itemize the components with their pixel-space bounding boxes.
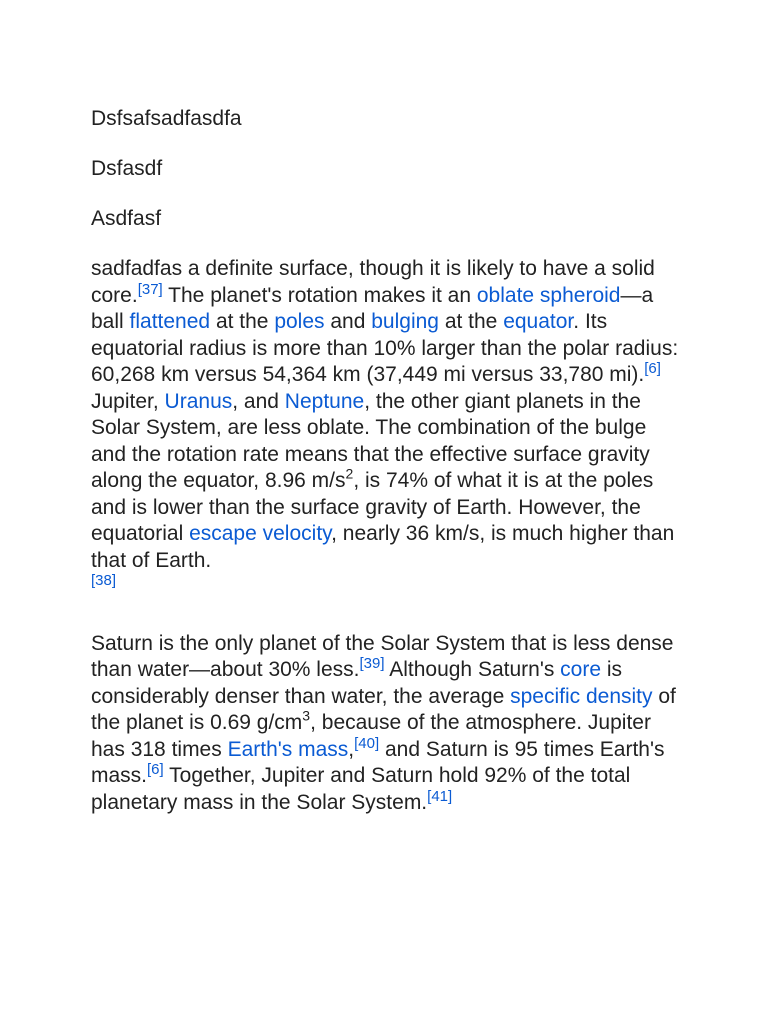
text-run: sadfadfas a definite surface, though it is likely to have a solid core. xyxy=(91,257,655,307)
document-body xyxy=(91,106,683,816)
link-poles[interactable]: poles xyxy=(274,310,325,333)
text-line-1: Dsfsafsadfasdfa xyxy=(91,107,242,130)
text-run: . Its equatorial radius is more than 10% larger than the polar radius: 60,268 km versus 54,364 km (37,449 mi versus 33,780 mi). xyxy=(91,310,679,386)
text-run: , because of the atmosphere. Jupiter has 318 times xyxy=(91,711,651,761)
superscript-squared: 2 xyxy=(345,465,354,482)
link-core[interactable]: core xyxy=(560,658,602,681)
citation-40-link[interactable]: [40] xyxy=(354,734,380,752)
text-run: , the other giant planets in the Solar System, are less oblate. The combination of the bulge and the rotation rate means that the effective surface gravity along the equator, 8.96 m/s xyxy=(91,389,650,492)
text-run: , and xyxy=(232,389,285,413)
link-escape-velocity[interactable]: escape velocity xyxy=(189,522,332,545)
text-run: at the xyxy=(438,310,504,333)
citation-37-link[interactable]: [37] xyxy=(137,280,163,298)
text-run: at the xyxy=(210,310,275,333)
link-uranus[interactable]: Uranus xyxy=(164,389,233,413)
link-flattened[interactable]: flattened xyxy=(129,310,211,333)
text-run: , is 74% of what it is at the poles and is lower than the surface gravity of Earth. However, the equatorial xyxy=(91,469,654,545)
link-equator[interactable]: equator xyxy=(503,310,574,333)
text-run: The planet's rotation makes it an xyxy=(162,283,477,307)
citation-38-link[interactable]: [38] xyxy=(91,571,117,589)
text-run: is considerably denser than water, the average xyxy=(91,658,623,708)
citation-41[interactable] xyxy=(427,787,452,804)
text-run: and Saturn is 95 times Earth's mass. xyxy=(91,737,665,787)
text-run: Although Saturn's xyxy=(384,658,561,681)
citation-40[interactable] xyxy=(354,734,379,751)
superscript-cubed: 3 xyxy=(302,707,311,724)
link-specific-density[interactable]: specific density xyxy=(510,684,653,708)
text-line-3: Asdfasf xyxy=(91,207,162,230)
text-run: —a ball xyxy=(91,283,654,333)
text-run: of the planet is 0.69 g/cm xyxy=(91,684,676,734)
link-bulging[interactable]: bulging xyxy=(371,310,439,333)
paragraph-density xyxy=(91,631,683,817)
citation-38[interactable] xyxy=(91,572,116,589)
text-run: Together, Jupiter and Saturn hold 92% of the total planetary mass in the Solar System. xyxy=(91,764,631,814)
citation-41-link[interactable]: [41] xyxy=(427,787,453,805)
paragraph-rotation xyxy=(91,256,683,601)
text-run: Saturn is the only planet of the Solar System that is less dense than water—about 30% less. xyxy=(91,631,674,681)
citation-6-second[interactable] xyxy=(147,761,164,778)
text-run: and xyxy=(324,310,372,333)
link-oblate-spheroid[interactable]: oblate spheroid xyxy=(476,283,621,307)
citation-6-link[interactable]: [6] xyxy=(644,359,661,377)
link-earths-mass[interactable]: Earth's mass xyxy=(227,737,349,761)
text-line-2: Dsfasdf xyxy=(91,157,163,180)
text-run: Jupiter, xyxy=(91,389,165,413)
citation-39[interactable] xyxy=(360,655,385,672)
text-run: , nearly 36 km/s, is much higher than that of Earth. xyxy=(91,522,675,572)
link-neptune[interactable]: Neptune xyxy=(284,389,365,413)
citation-6-second-link[interactable]: [6] xyxy=(147,760,164,778)
citation-39-link[interactable]: [39] xyxy=(359,654,385,672)
text-run: , xyxy=(348,737,355,761)
citation-37[interactable] xyxy=(138,280,163,297)
citation-6[interactable] xyxy=(644,360,661,377)
